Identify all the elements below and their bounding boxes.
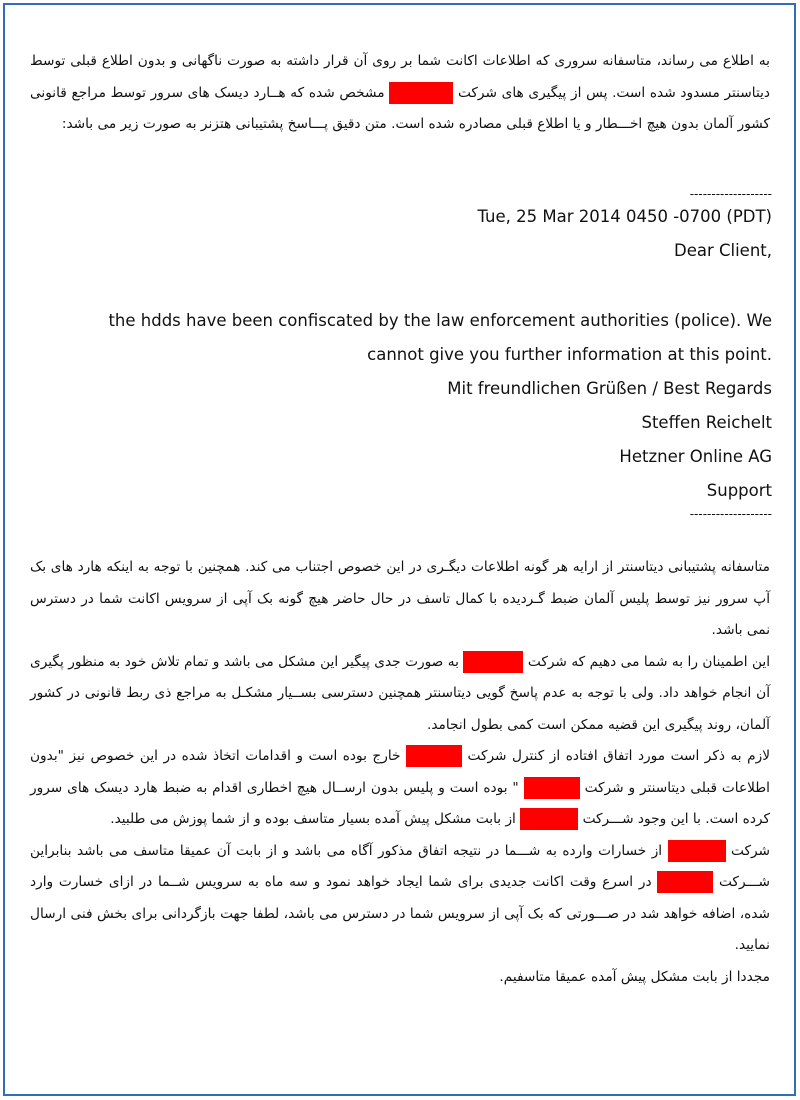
email-greeting: Dear Client, [673, 241, 772, 260]
paragraph-apology: مجددا از بابت مشکل پیش آمده عمیقا متاسفیم. [499, 968, 770, 985]
redaction-box [520, 808, 578, 830]
email-body-line-2: cannot give you further information at this point. [367, 345, 772, 364]
email-sender-name: Steffen Reichelt [641, 413, 772, 432]
paragraph-text: در اسرع وقت اکانت جدیدی برای شما ایجاد خواهد نمود و سه ماه به سرویس شــما در ازای خسارت وارد شده، اضافه خواهد شد در صـــورتی که بک آپی از سرویس شما در دسترس می باشد، لطفا جهت بازگردانی برای بخش فنی ارسال نمایید. [30, 874, 770, 953]
intro-paragraph [30, 46, 770, 141]
email-sender-company: Hetzner Online AG [619, 447, 772, 466]
redaction-box [657, 871, 713, 893]
email-regards: Mit freundlichen Grüßen / Best Regards [447, 379, 772, 398]
redaction-box [406, 745, 462, 767]
email-quote [108, 188, 772, 520]
paragraph-text: لازم به ذکر است مورد اتفاق افتاده از کنترل شرکت [467, 748, 771, 764]
paragraph-text: از بابت مشکل پیش آمده بسیار متاسف بوده و از شما پوزش می طلبید. [110, 811, 516, 827]
paragraph-text: شرکت [731, 842, 770, 859]
intro-text-2: مشخص شده که هــارد دیسک های سرور توسط مراجع قانونی کشور آلمان بدون هیچ اخـــطار و یا اطلاع قبلی مصادره شده است. متن دقیق پـــاسخ پشتیبانی هتزنر به صورت زیر می باشد: [30, 84, 770, 132]
separator-bottom: ------------------- [689, 507, 772, 521]
redaction-box [463, 651, 523, 673]
redaction-box [389, 82, 453, 104]
redaction-box [668, 840, 726, 862]
email-sender-dept: Support [706, 481, 772, 500]
separator-top: ------------------- [689, 187, 772, 201]
email-date: Tue, 25 Mar 2014 0450 -0700 (PDT) [477, 207, 772, 226]
blank-line [108, 268, 772, 304]
paragraph-assurance [30, 647, 770, 742]
paragraph-text: " بوده است و پلیس بدون ارســال هیچ اخطاری اقدام به ضبط هارد دیسک های سرور کرده است. با این وجود شـــرکت [30, 779, 770, 827]
paragraph-text: به صورت جدی پیگیر این مشکل می باشد و تمام تلاش خود به منظور پگیری آن انجام خواهد داد. ولی با توجه به عدم پاسخ گویی دیتاسنتر همچنین دسترسی بســیار مشکـل به مراجع ذی ربط قانونی در کشور آلمان، روند پیگیری این قضیه ممکن است کمی بطول انجامد. [30, 653, 770, 733]
paragraph-out-of-control [30, 741, 770, 836]
redaction-box [524, 777, 580, 799]
paragraph-text: این اطمینان را به شما می دهیم که شرکت [527, 653, 771, 670]
paragraph-compensation [30, 836, 770, 962]
email-body-line-1: the hdds have been confiscated by the law enforcement authorities (police). We [108, 311, 772, 330]
paragraph-no-backup: متاسفانه پشتیبانی دیتاسنتر از ارایه هر گونه اطلاعات دیگـری در این خصوص اجتناب می کند. همچنین با توجه به اینکه هارد های بک آپ سرور نیز توسط پلیس آلمان ضبط گـردیده با کمال تاسف در حال حاضر هیچ گونه بک آپی از سرویس اکانت شما در دسترس نمی باشد. [30, 559, 770, 638]
body-paragraphs [30, 552, 770, 993]
paragraph-text: از خسارات وارده به شـــما در نتیجه اتفاق مذکور آگاه می باشد و از بابت آن عمیقا متاسف می باشد بنابراین شـــرکت [30, 842, 770, 890]
intro-text-1: به اطلاع می رساند، متاسفانه سروری که اطلاعات اکانت شما بر روی آن قرار داشته به صورت ناگهانی و بدون اطلاع قبلی توسط دیتاسنتر مسدود شده است. پس از پیگیری های شرکت [30, 53, 770, 101]
paragraph-text: خارج بوده است و اقدامات اتخاذ شده در این خصوص نیز "بدون اطلاعات قبلی دیتاسنتر و شرکت [30, 748, 770, 796]
